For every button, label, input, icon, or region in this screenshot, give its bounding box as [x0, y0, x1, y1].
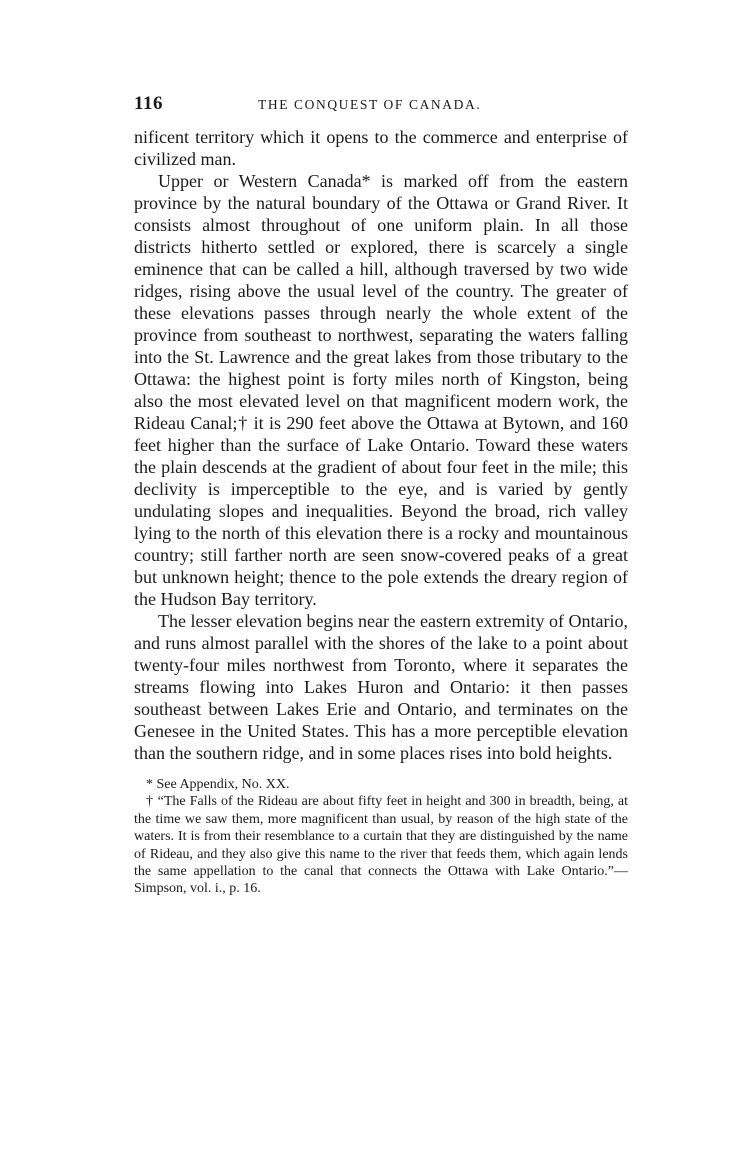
book-page: [134, 93, 628, 898]
paragraph: The lesser elevation begins near the eastern extremity of Ontario, and runs almost parallel with the shores of the lake to a point about twenty-four miles northwest from Toronto, where it separates the streams flowing into Lakes Huron and Ontario: it then passes southeast between Lakes Erie and Ontario, and terminates on the Genesee in the United States. This has a more perceptible elevation than the southern ridge, and in some places rises into bold heights.: [134, 611, 628, 763]
running-head: THE CONQUEST OF CANADA.: [258, 97, 482, 112]
paragraph: nificent territory which it opens to the commerce and enterprise of civilized man.: [134, 127, 628, 169]
footnotes: [134, 776, 628, 898]
page-header: [134, 93, 628, 119]
footnote: † “The Falls of the Rideau are about fifty feet in height and 300 in breadth, being, at the time we saw them, more magnificent than usual, by reason of the high state of the waters. It is from their resemblance to a curtain that they are distinguished by the name of Rideau, and they also give this name to the river that feeds them, which again lends the same appellation to the canal that connects the Ottawa with Lake Ontario.”—Simpson, vol. i., p. 16.: [134, 794, 628, 897]
page-number: 116: [134, 93, 163, 114]
paragraph: Upper or Western Canada* is marked off from the eastern province by the natural boundary of the Ottawa or Grand River. It consists almost throughout of one uniform plain. In all those districts hitherto settled or explored, there is scarcely a single eminence that can be called a hill, although traversed by two wide ridges, rising above the usual level of the country. The greater of these elevations passes through nearly the whole extent of the province from southeast to northwest, separating the waters falling into the St. Lawrence and the great lakes from those tributary to the Ottawa: the highest point is forty miles north of Kingston, being also the most elevated level on that magnificent modern work, the Rideau Canal;† it is 290 feet above the Ottawa at Bytown, and 160 feet higher than the surface of Lake Ontario. Toward these waters the plain descends at the gradient of about four feet in the mile; this declivity is imperceptible to the eye, and is varied by gently undulating slopes and inequalities. Beyond the broad, rich valley lying to the north of this elevation there is a rocky and mountainous country; still farther north are seen snow-covered peaks of a great but unknown height; thence to the pole extends the dreary region of the Hudson Bay territory.: [134, 171, 628, 609]
footnote: * See Appendix, No. XX.: [146, 777, 290, 792]
body-text: [134, 126, 628, 764]
